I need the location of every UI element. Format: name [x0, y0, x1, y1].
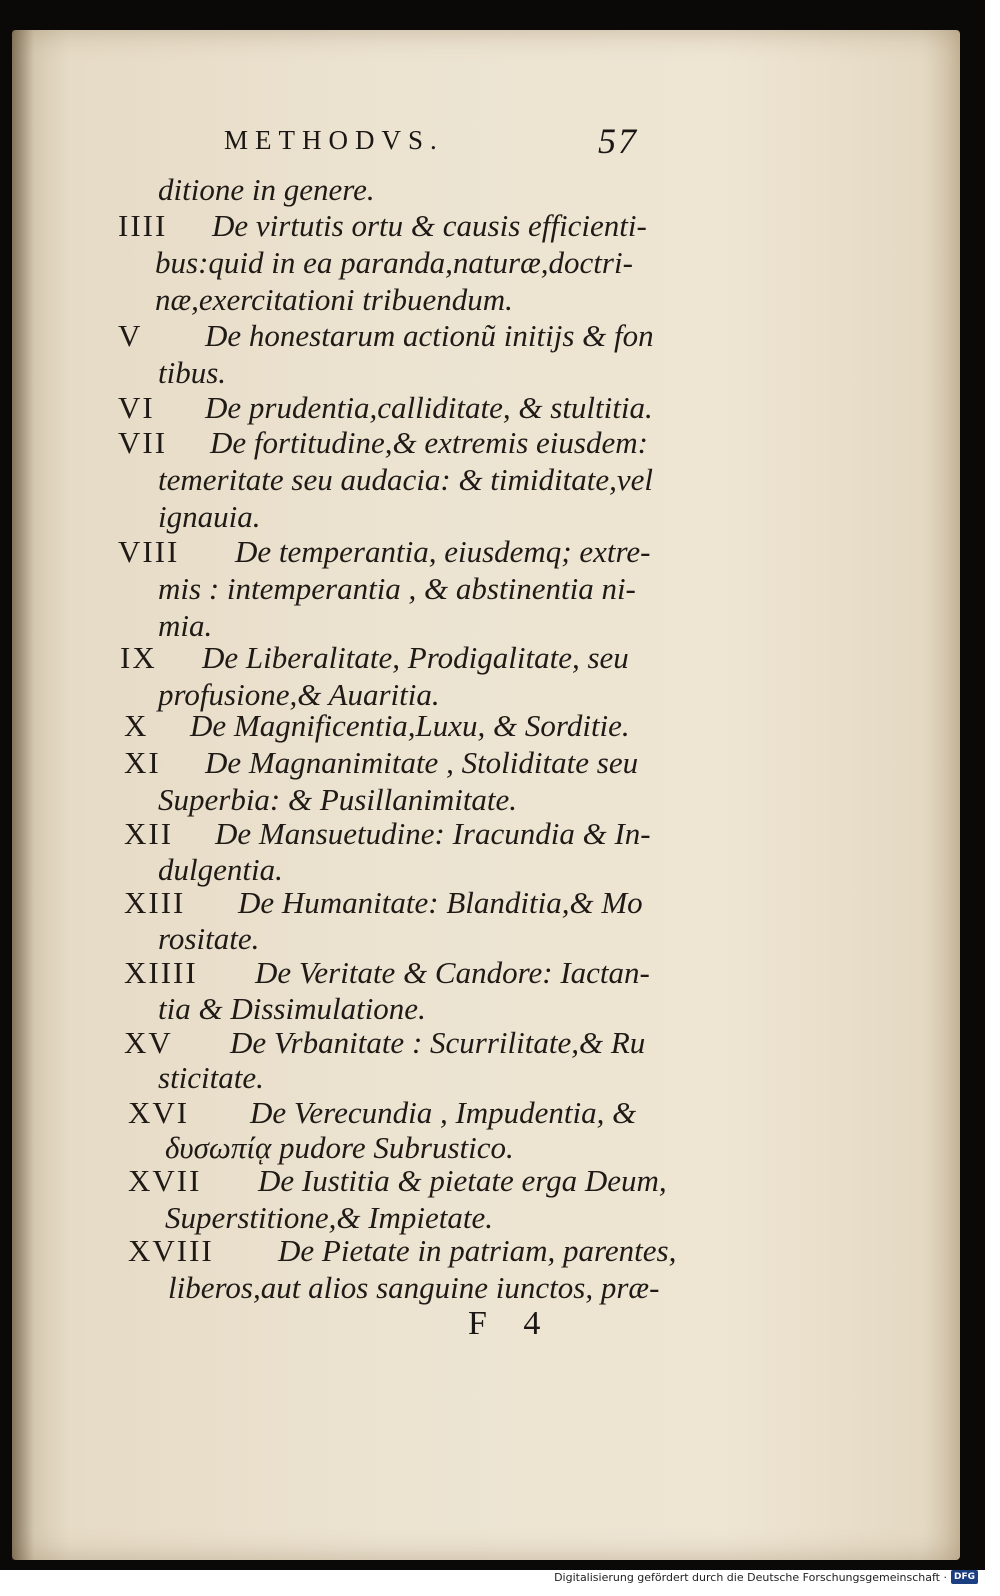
entry-numeral: XVII: [128, 1163, 202, 1198]
page-number: 57: [598, 121, 638, 161]
entry-line: bus:quid in ea paranda,naturæ,doctri-: [155, 245, 633, 280]
entry-line: ignauia.: [158, 499, 261, 534]
entry-line: De Magnificentia,Luxu, & Sorditie.: [190, 708, 630, 743]
entry-line: De prudentia,calliditate, & stultitia.: [205, 390, 653, 425]
entry-numeral: XVI: [128, 1095, 190, 1130]
entry-line: mis : intemperantia , & abstinentia ni-: [158, 571, 636, 606]
signature-mark: F 4: [468, 1305, 555, 1342]
entry-line: Superstitione,& Impietate.: [165, 1200, 494, 1235]
entry-line: De temperantia, eiusdemq; extre-: [235, 534, 651, 569]
entry-numeral: X: [124, 708, 149, 743]
entry-numeral: VI: [118, 390, 155, 425]
entry-line: De Magnanimitate , Stoliditate seu: [205, 745, 639, 780]
footer-credit: Digitalisierung gefördert durch die Deutsche Forschungsgemeinschaft ·: [554, 1570, 947, 1584]
entry-numeral: IX: [120, 640, 157, 675]
entry-line: dulgentia.: [158, 852, 283, 887]
entry-line: De Pietate in patriam, parentes,: [278, 1233, 677, 1268]
entry-line: De fortitudine,& extremis eiusdem:: [210, 425, 648, 460]
entry-numeral: VII: [118, 425, 168, 460]
footer: [554, 1566, 978, 1588]
dfg-logo: DFG: [951, 1570, 978, 1584]
entry-numeral: XI: [124, 745, 161, 780]
entry-numeral: XII: [124, 816, 174, 851]
entry-line: De Liberalitate, Prodigalitate, seu: [202, 640, 629, 675]
entry-line: liberos,aut alios sanguine iunctos, præ-: [168, 1270, 660, 1305]
entry-line: tia & Dissimulatione.: [158, 991, 426, 1026]
entry-numeral: XIIII: [124, 955, 198, 990]
entry-line: Superbia: & Pusillanimitate.: [158, 782, 518, 817]
entry-line: næ,exercitationi tribuendum.: [155, 282, 513, 317]
entry-numeral: IIII: [118, 208, 168, 243]
entry-line: De Humanitate: Blanditia,& Mo: [238, 885, 643, 920]
entry-line: De Iustitia & pietate erga Deum,: [258, 1163, 667, 1198]
entry-numeral: VIII: [118, 534, 180, 569]
running-head: METHODVS.: [224, 125, 444, 155]
entry-numeral: V: [118, 318, 143, 353]
entry-line: De virtutis ortu & causis efficienti-: [212, 208, 647, 243]
entry-line: De Vrbanitate : Scurrilitate,& Ru: [230, 1025, 646, 1060]
entry-numeral: XVIII: [128, 1233, 214, 1268]
entry-line: profusione,& Auaritia.: [158, 677, 440, 712]
entry-line: sticitate.: [158, 1060, 264, 1095]
entry-line: De Mansuetudine: Iracundia & In-: [215, 816, 651, 851]
entry-line: De Verecundia , Impudentia, &: [250, 1095, 637, 1130]
entry-numeral: XV: [124, 1025, 173, 1060]
entry-line: De honestarum actionũ initijs & fon: [205, 318, 654, 353]
entry-line: mia.: [158, 608, 213, 643]
entry-line: δυσωπίᾳ pudore Subrustico.: [165, 1130, 514, 1165]
entry-line: rositate.: [158, 921, 260, 956]
entry-line: temeritate seu audacia: & timiditate,vel: [158, 462, 654, 497]
entry-line: tibus.: [158, 355, 227, 390]
entry-line: De Veritate & Candore: Iactan-: [255, 955, 650, 990]
entry-numeral: XIII: [124, 885, 186, 920]
entry-line: ditione in genere.: [158, 172, 375, 207]
